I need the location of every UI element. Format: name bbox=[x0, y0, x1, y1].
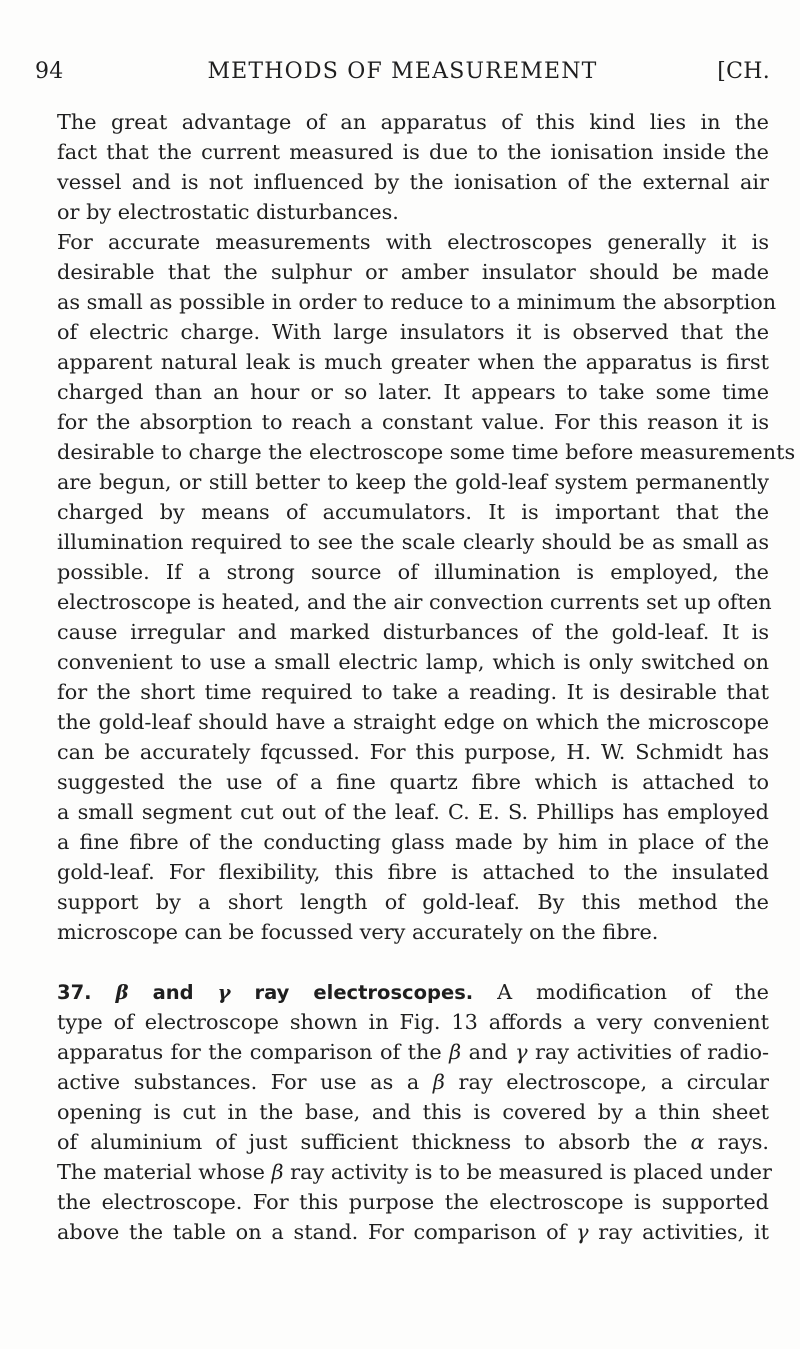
gamma-symbol: γ bbox=[576, 1220, 589, 1244]
text-line: desirable that the sulphur or amber insulator should be made bbox=[57, 260, 769, 284]
text-line: support by a short length of gold-leaf. By this method the bbox=[57, 890, 769, 914]
text-run: active substances. For use as a bbox=[57, 1070, 433, 1094]
text-line: the electroscope. For this purpose the electroscope is supported bbox=[57, 1190, 769, 1214]
heading-and: and bbox=[152, 981, 194, 1004]
chapter-mark: [CH. bbox=[717, 59, 770, 84]
text-run: ray activities, it bbox=[588, 1220, 769, 1244]
text-line: apparent natural leak is much greater when the apparatus is first bbox=[57, 350, 769, 374]
beta-symbol: β bbox=[271, 1160, 284, 1184]
text-line: electroscope is heated, and the air convection currents set up often bbox=[57, 590, 772, 614]
text-line bbox=[57, 1157, 772, 1187]
paragraph-1 bbox=[57, 107, 769, 227]
alpha-symbol: α bbox=[690, 1130, 705, 1154]
section-heading-line bbox=[57, 977, 769, 1007]
text-line: possible. If a strong source of illumination is employed, the bbox=[57, 560, 769, 584]
text-run: ray activities of radio- bbox=[527, 1040, 769, 1064]
text-line: a small segment cut out of the leaf. C. E. S. Phillips has employed bbox=[57, 800, 769, 824]
text-run: The material whose bbox=[57, 1160, 272, 1184]
section-gap bbox=[57, 947, 769, 977]
text-line: charged by means of accumulators. It is important that the bbox=[57, 500, 769, 524]
text-line: as small as possible in order to reduce to a minimum the absorption bbox=[57, 290, 777, 314]
text-line: are begun, or still better to keep the gold-leaf system permanently bbox=[57, 470, 769, 494]
text-line: opening is cut in the base, and this is covered by a thin sheet bbox=[57, 1100, 769, 1124]
text-line bbox=[57, 1217, 769, 1247]
text-run: ray electroscope, a circular bbox=[444, 1070, 769, 1094]
heading-rest: ray electroscopes. bbox=[254, 981, 474, 1004]
text-line: charged than an hour or so later. It appears to take some time bbox=[57, 380, 769, 404]
body-text bbox=[57, 107, 796, 1247]
text-line: fact that the current measured is due to the ionisation inside the bbox=[57, 140, 769, 164]
gamma-symbol: γ bbox=[515, 1040, 528, 1064]
text-run: and bbox=[461, 1040, 516, 1064]
text-run: ray activity is to be measured is placed under bbox=[283, 1160, 772, 1184]
text-line: convenient to use a small electric lamp, which is only switched on bbox=[57, 650, 769, 674]
text-line: for the absorption to reach a constant value. For this reason it is bbox=[57, 410, 769, 434]
text-line: For accurate measurements with electroscopes generally it is bbox=[57, 230, 769, 254]
first-line-rest: A modification of the bbox=[497, 980, 769, 1004]
text-run: apparatus for the comparison of the bbox=[57, 1040, 450, 1064]
beta-symbol: β bbox=[115, 981, 129, 1004]
text-line: or by electrostatic disturbances. bbox=[57, 200, 399, 224]
text-line: for the short time required to take a reading. It is desirable that bbox=[57, 680, 769, 704]
text-run: of aluminium of just sufficient thickness to absorb the bbox=[57, 1130, 691, 1154]
running-head bbox=[35, 58, 770, 86]
beta-symbol: β bbox=[449, 1040, 462, 1064]
section-37 bbox=[57, 977, 772, 1247]
text-line bbox=[57, 1037, 769, 1067]
text-line: type of electroscope shown in Fig. 13 affords a very convenient bbox=[57, 1010, 769, 1034]
text-line: of electric charge. With large insulators it is observed that the bbox=[57, 320, 769, 344]
text-line: the gold-leaf should have a straight edge on which the microscope bbox=[57, 710, 769, 734]
running-title: METHODS OF MEASUREMENT bbox=[207, 59, 598, 84]
page-number: 94 bbox=[35, 59, 64, 84]
text-line: a fine fibre of the conducting glass made by him in place of the bbox=[57, 830, 769, 854]
text-line: suggested the use of a fine quartz fibre which is attached to bbox=[57, 770, 769, 794]
text-line: gold-leaf. For flexibility, this fibre is attached to the insulated bbox=[57, 860, 769, 884]
text-line: desirable to charge the electroscope some time before measurements bbox=[57, 440, 796, 464]
text-line: illumination required to see the scale clearly should be as small as bbox=[57, 530, 769, 554]
text-line bbox=[57, 1127, 769, 1157]
text-run: above the table on a stand. For comparison of bbox=[57, 1220, 577, 1244]
gamma-symbol: γ bbox=[217, 981, 231, 1004]
text-line: cause irregular and marked disturbances of the gold-leaf. It is bbox=[57, 620, 769, 644]
beta-symbol: β bbox=[432, 1070, 445, 1094]
text-line bbox=[57, 1067, 769, 1097]
paragraph-2 bbox=[57, 227, 796, 947]
text-line: The great advantage of an apparatus of this kind lies in the bbox=[57, 110, 769, 134]
section-heading bbox=[57, 981, 473, 1004]
section-number: 37. bbox=[57, 981, 92, 1004]
text-line: vessel and is not influenced by the ionisation of the external air bbox=[57, 170, 769, 194]
text-line: microscope can be focussed very accurately on the fibre. bbox=[57, 920, 659, 944]
text-run: rays. bbox=[704, 1130, 769, 1154]
text-line: can be accurately fqcussed. For this purpose, H. W. Schmidt has bbox=[57, 740, 769, 764]
